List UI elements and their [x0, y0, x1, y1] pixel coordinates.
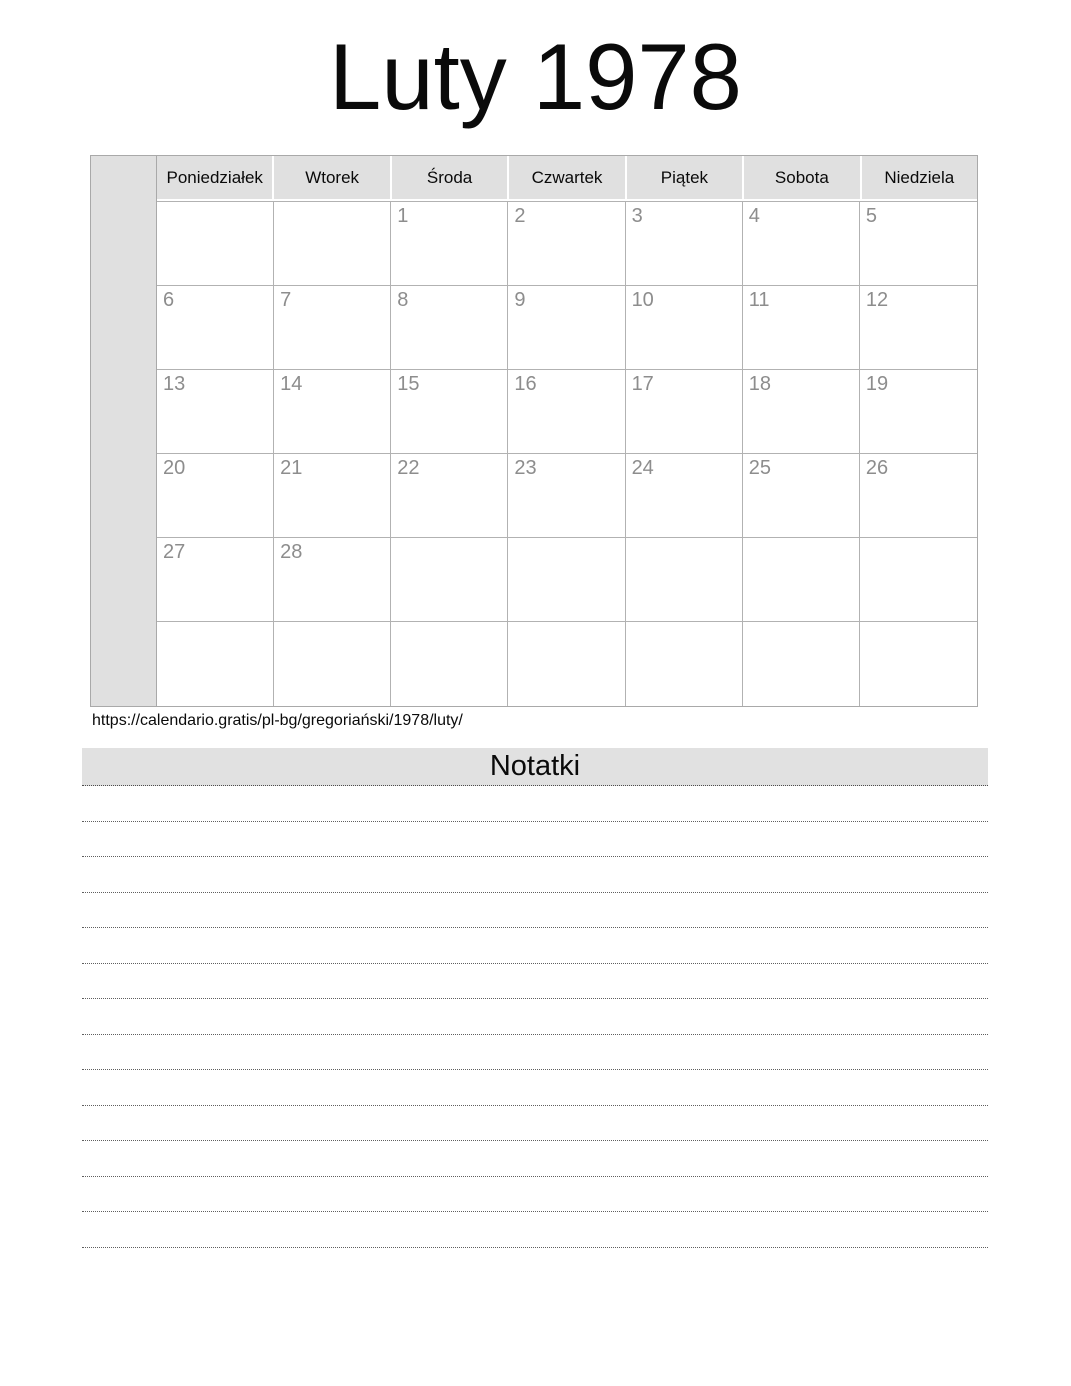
calendar-cell-day-10: 10	[626, 286, 743, 370]
calendar-cell-day-26: 26	[860, 454, 977, 538]
calendar-cell-empty	[508, 622, 625, 706]
calendar-cell-day-6: 6	[157, 286, 274, 370]
calendar-cell-day-11: 11	[743, 286, 860, 370]
calendar-cell-day-4: 4	[743, 202, 860, 286]
calendar-cell-day-15: 15	[391, 370, 508, 454]
calendar-cell-empty	[274, 202, 391, 286]
week-number-column	[91, 156, 157, 706]
calendar-cell-day-24: 24	[626, 454, 743, 538]
day-header: Poniedziałek	[157, 156, 272, 199]
notes-section	[82, 748, 988, 1248]
calendar-cell-empty	[391, 622, 508, 706]
calendar-cell-day-2: 2	[508, 202, 625, 286]
calendar-cell-empty	[743, 622, 860, 706]
calendar-cell-empty	[860, 538, 977, 622]
source-url-text: https://calendario.gratis/pl-bg/gregoriański/1978/luty/	[92, 712, 463, 729]
calendar-cell-day-18: 18	[743, 370, 860, 454]
note-lines	[82, 786, 988, 1248]
note-line	[82, 1177, 988, 1213]
calendar-cell-day-13: 13	[157, 370, 274, 454]
calendar-cell-day-23: 23	[508, 454, 625, 538]
calendar-cell-empty	[626, 538, 743, 622]
calendar-cell-day-27: 27	[157, 538, 274, 622]
day-header: Niedziela	[862, 156, 977, 199]
day-grid	[157, 201, 977, 706]
calendar-cell-empty	[274, 622, 391, 706]
note-line	[82, 928, 988, 964]
note-line	[82, 1106, 988, 1142]
calendar-cell-day-9: 9	[508, 286, 625, 370]
notes-title: Notatki	[82, 748, 988, 786]
note-line	[82, 964, 988, 1000]
calendar-cell-empty	[157, 622, 274, 706]
calendar-cell-empty	[391, 538, 508, 622]
note-line	[82, 822, 988, 858]
day-header: Czwartek	[509, 156, 624, 199]
calendar-cell-day-28: 28	[274, 538, 391, 622]
calendar-table	[90, 155, 978, 707]
note-line	[82, 1141, 988, 1177]
day-header: Piątek	[627, 156, 742, 199]
note-line	[82, 999, 988, 1035]
calendar-cell-day-14: 14	[274, 370, 391, 454]
note-line	[82, 857, 988, 893]
calendar-cell-day-20: 20	[157, 454, 274, 538]
calendar-cell-day-25: 25	[743, 454, 860, 538]
calendar-cell-day-1: 1	[391, 202, 508, 286]
note-line	[82, 1035, 988, 1071]
calendar-cell-day-17: 17	[626, 370, 743, 454]
calendar-cell-day-12: 12	[860, 286, 977, 370]
calendar-cell-day-21: 21	[274, 454, 391, 538]
calendar-cell-empty	[508, 538, 625, 622]
note-line	[82, 1212, 988, 1248]
day-header: Wtorek	[274, 156, 389, 199]
calendar-main	[157, 156, 977, 706]
day-header: Środa	[392, 156, 507, 199]
page-title: Luty 1978	[329, 24, 742, 129]
note-line	[82, 786, 988, 822]
calendar-cell-empty	[743, 538, 860, 622]
calendar-cell-day-8: 8	[391, 286, 508, 370]
calendar-cell-empty	[626, 622, 743, 706]
calendar-cell-day-22: 22	[391, 454, 508, 538]
calendar-cell-day-3: 3	[626, 202, 743, 286]
calendar-cell-day-19: 19	[860, 370, 977, 454]
calendar-cell-empty	[860, 622, 977, 706]
note-line	[82, 893, 988, 929]
calendar-cell-empty	[157, 202, 274, 286]
calendar-cell-day-5: 5	[860, 202, 977, 286]
day-header-row	[157, 156, 977, 201]
note-line	[82, 1070, 988, 1106]
day-header: Sobota	[744, 156, 859, 199]
calendar-cell-day-7: 7	[274, 286, 391, 370]
calendar-cell-day-16: 16	[508, 370, 625, 454]
